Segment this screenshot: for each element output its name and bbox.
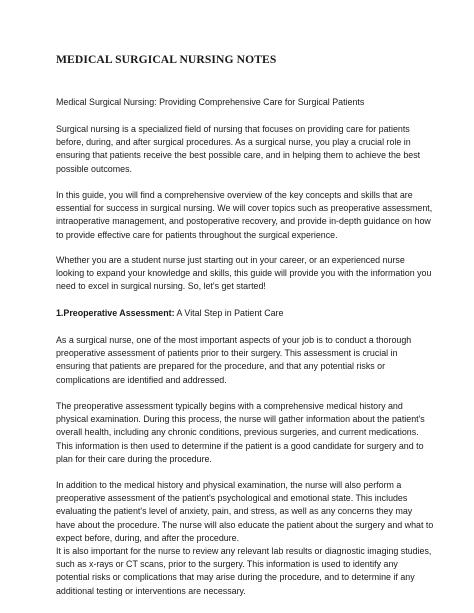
text-line: In this guide, you will find a comprehensive overview of the key concepts and skills that are [56,190,413,200]
section-paragraph-4 [56,545,432,598]
intro-paragraph-2 [56,189,433,242]
text-line: need to excel in surgical nursing. So, let's get started! [56,281,266,292]
section-heading-rest: A Vital Step in Patient Care [174,308,284,318]
text-line: Whether you are a student nurse just starting out in your career, or an experienced nurse [56,255,405,265]
text-line: have about the procedure. The nurse will also educate the patient about the surgery and what to [56,519,434,530]
text-line: possible outcomes. [56,163,132,174]
text-line: to provide effective care for patients throughout the surgical experience. [56,229,338,240]
text-line: preoperative assessment of the patient's psychological and emotional state. This includes [56,493,408,504]
section-heading-bold: 1.Preoperative Assessment: [56,308,175,318]
intro-paragraph-3 [56,254,432,294]
text-line: ensuring that patients are prepared for the procedure, and that any potential risks or [56,361,386,372]
text-line: preoperative assessment of patients prior to their surgery. This assessment is crucial in [56,348,398,359]
text-line: evaluating the patient's level of anxiety, pain, and stress, as well as any concerns they may [56,506,413,517]
text-line: Surgical nursing is a specialized field of nursing that focuses on providing care for patients [56,124,410,134]
section-paragraph-1 [56,334,426,387]
text-line: This information is then used to determine if the patient is a good candidate for surgery and to [56,440,424,451]
text-line: As a surgical nurse, one of the most important aspects of your job is to conduct a thorough [56,335,412,345]
text-line: ensuring that patients receive the best possible care, and in helping them to achieve the best [56,150,421,161]
text-line: overall health, including any chronic conditions, previous surgeries, and current medications. [56,427,419,438]
section-heading [56,307,283,320]
intro-paragraph-1 [56,123,426,176]
text-line: plan for their care during the procedure. [56,453,212,464]
text-line: In addition to the medical history and physical examination, the nurse will also perform a [56,480,402,490]
document-subtitle [56,96,426,109]
text-line: such as x-rays or CT scans, prior to the surgery. This information is used to identify any [56,559,398,570]
text-line: looking to expand your knowledge and skills, this guide will provide you with the information you [56,268,432,279]
text-line: before, during, and after surgical procedures. As a surgical nurse, you play a crucial role in [56,137,411,148]
text-line: expect before, during, and after the procedure. [56,532,240,543]
page-title: MEDICAL SURGICAL NURSING NOTES [56,53,277,66]
text-line: intraoperative management, and postoperative recovery, and provide in-depth guidance on how [56,216,431,227]
text-line: physical examination. During this process, the nurse will gather information about the patient's [56,414,425,425]
text-line: potential risks or complications that may arise during the procedure, and to determine if any [56,572,415,583]
section-paragraph-2 [56,400,426,466]
text-line: The preoperative assessment typically begins with a comprehensive medical history and [56,401,403,411]
text-line: essential for success in surgical nursing. We will cover topics such as preoperative assessment, [56,203,433,214]
text-line: It is also important for the nurse to review any relevant lab results or diagnostic imaging studies, [56,546,432,556]
text-line: complications are identified and addressed. [56,374,227,385]
text-line: additional testing or interventions are necessary. [56,585,246,596]
section-paragraph-3 [56,479,434,545]
subtitle-text: Medical Surgical Nursing: Providing Comprehensive Care for Surgical Patients [56,97,365,107]
